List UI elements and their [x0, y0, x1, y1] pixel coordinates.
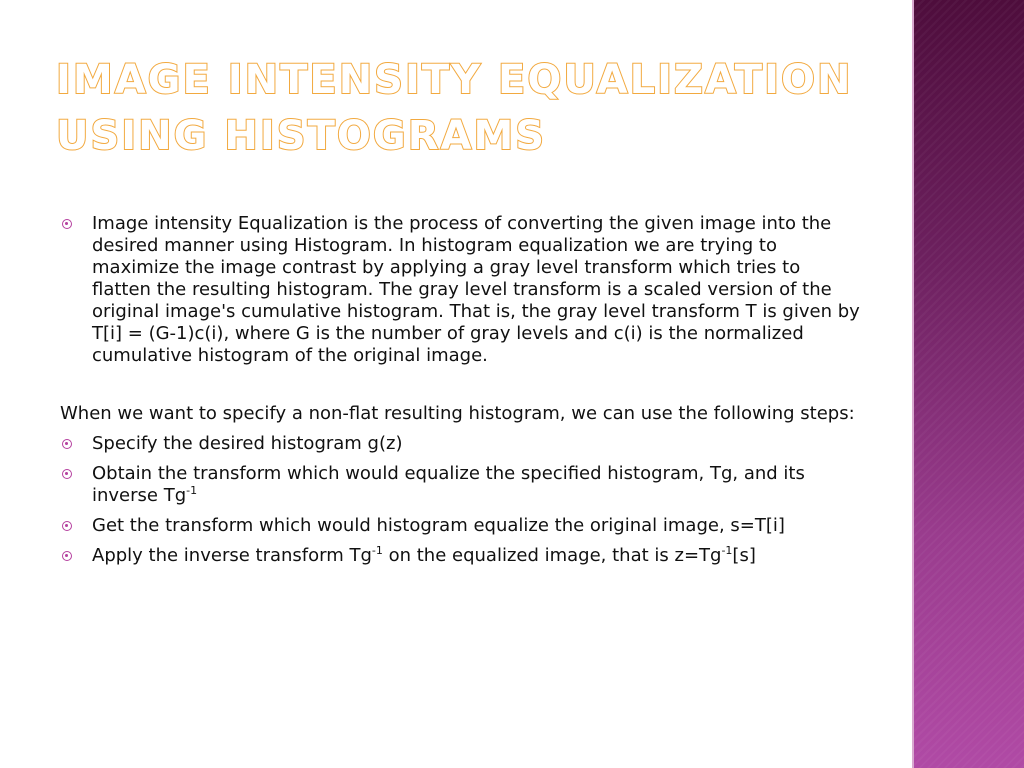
step-text: Apply the inverse transform Tg [92, 545, 372, 566]
bullet-icon [62, 551, 72, 561]
step-item-1 [60, 433, 860, 455]
bullet-text: Image intensity Equalization is the process of converting the given image into the desired manner using Histogram. In histogram equalization we are trying to maximize the image contrast by applying a gray level transform which tries to flatten the resulting histogram. The gray level transform is a scaled version of the original image's cumulative histogram. That is, the gray level transform T is given by T[i] = (G-1)c(i), where G is the number of gray levels and c(i) is the normalized cumulative histogram of the original image. [92, 213, 860, 366]
step-item-3 [60, 515, 860, 537]
bullet-icon [62, 469, 72, 479]
steps-intro-paragraph: When we want to specify a non-flat resulting histogram, we can use the following steps: [60, 403, 855, 424]
step-text: [s] [732, 545, 756, 566]
superscript: -1 [186, 484, 198, 497]
bullet-icon [62, 521, 72, 531]
decorative-side-band [912, 0, 1024, 768]
slide-title: IMAGE INTENSITY EQUALIZATION USING HISTOGRAMS [56, 57, 853, 159]
superscript: -1 [371, 544, 383, 557]
bullet-item [60, 213, 860, 367]
step-text: Get the transform which would histogram equalize the original image, s=T[i] [92, 515, 785, 536]
superscript: -1 [721, 544, 733, 557]
step-text: on the equalized image, that is z=Tg [382, 545, 722, 566]
step-item-4 [60, 545, 860, 567]
step-item-2 [60, 463, 860, 507]
slide-body [60, 213, 860, 575]
bullet-icon [62, 439, 72, 449]
step-text: Specify the desired histogram g(z) [92, 433, 403, 454]
step-text: Obtain the transform which would equalize the specified histogram, Tg, and its inverse Tg [92, 463, 805, 506]
side-band-texture [914, 0, 1024, 768]
bullet-icon [62, 219, 72, 229]
